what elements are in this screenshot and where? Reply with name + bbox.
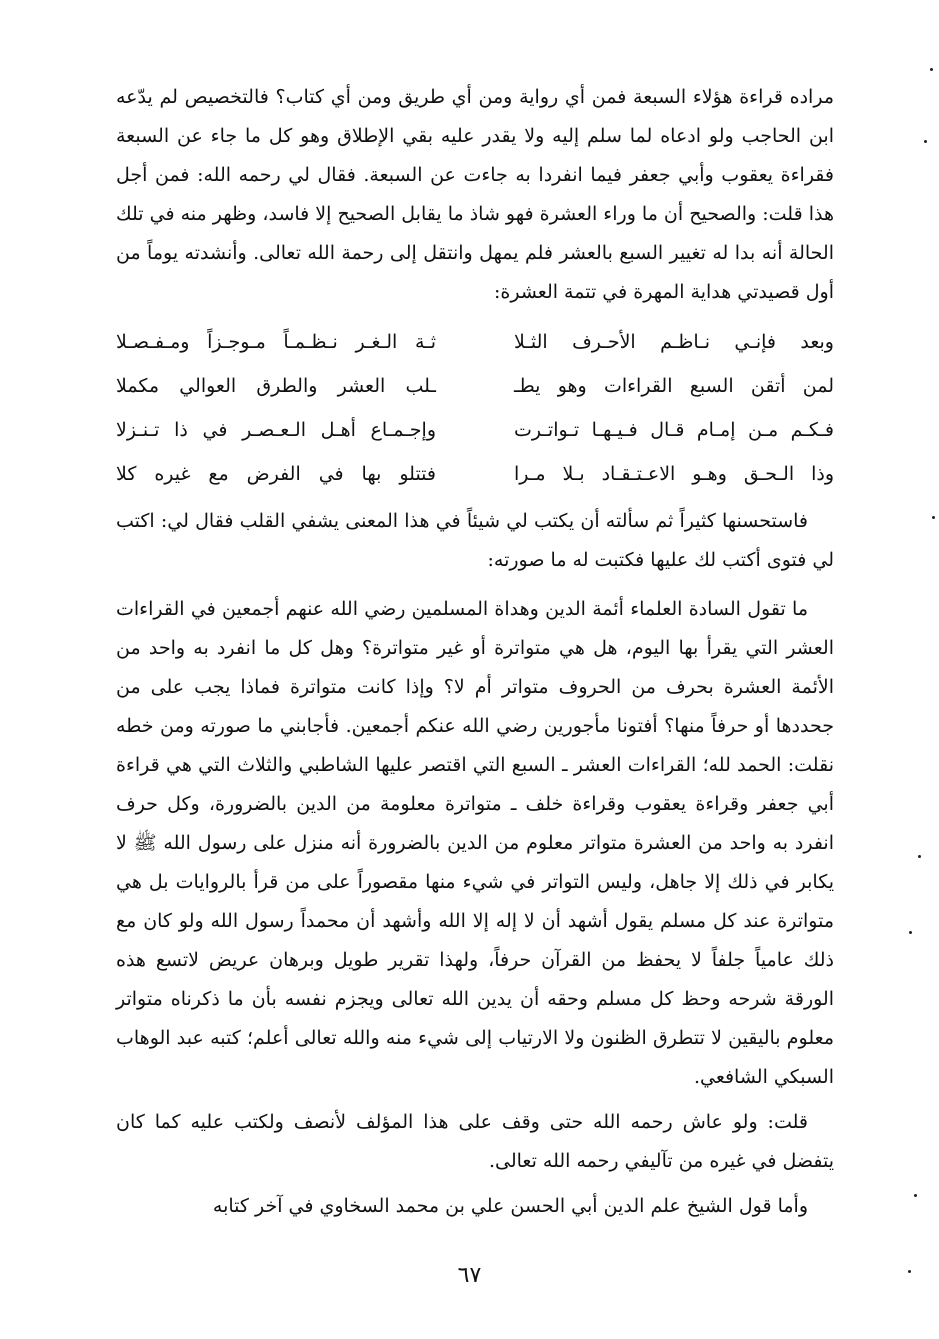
poem-verses [116,320,834,496]
paragraph-text: مراده قراءة هؤلاء السبعة فمن أي رواية ومن أي طريق ومن أي كتاب؟ فالتخصيص لم يدّعه ابن الحاجب ولو ادعاه لما سلم إليه ولا يقدر عليه بقي الإطلاق وهو كل ما جاء عن السبعة فقراءة يعقوب وأبي جعفر فيما انفردا به جاءت عن السبعة. فقال لي رحمه الله: فمن أجل هذا قلت: والصحيح أن ما وراء العشرة فهو شاذ ما يقابل الصحيح إلا فاسد، وظهر منه في تلك الحالة أنه بدا له تغيير السبع بالعشر فلم يمهل وانتقل إلى رحمة الله تعالى. وأنشدته يوماً من أول قصيدتي هداية المهرة في تتمة العشرة: [116,86,835,303]
paragraph-comment [116,1103,834,1181]
scan-speck [914,1194,917,1197]
verse-line [116,452,834,496]
paragraph-text: فاستحسنها كثيراً ثم سألته أن يكتب لي شيئاً في هذا المعنى يشفي القلب فقال لي: اكتب لي فتوى أكتب لك عليها فكتبت له ما صورته: [116,510,834,571]
verse-second-hemistich: وإجـمـاع أهـل الـعـصـر في ذا تـنـزلا [116,419,436,441]
paragraph-text: وأما قول الشيخ علم الدين أبي الحسن علي بن محمد السخاوي في آخر كتابه [212,1195,808,1217]
verse-first-hemistich: وبعد فإنـي نـاظـم الأحـرف الثـلا [514,331,834,353]
page-body [116,78,834,1226]
scan-speck [918,855,921,858]
scan-speck [924,140,927,143]
verse-second-hemistich: ثـة الـغـر نـظـمـاً مـوجـزاً ومـفـصـلا [116,331,436,353]
verse-line [116,364,834,408]
paragraph-intro [116,78,834,312]
scan-speck [908,1270,911,1273]
verse-first-hemistich: لمن أتقن السبع القراءات وهو يطـ [514,375,834,397]
scan-speck [909,931,912,934]
verse-line [116,320,834,364]
paragraph-fatwa [116,590,834,1097]
verse-second-hemistich: فتتلو بها في الفرض مع غيره كلا [116,463,436,485]
verse-second-hemistich: ـلب العشر والطرق العوالي مكملا [116,375,436,397]
scan-speck [930,68,933,71]
verse-line [116,408,834,452]
page-number: ٦٧ [457,1263,482,1288]
paragraph-text: قلت: ولو عاش رحمه الله حتى وقف على هذا المؤلف لأنصف ولكتب عليه كما كان يتفضل في غيره من تآليفي رحمه الله تعالى. [116,1111,834,1172]
paragraph-request [116,502,834,580]
paragraph-text: ما تقول السادة العلماء أئمة الدين وهداة المسلمين رضي الله عنهم أجمعين في القراءات العشر التي يقرأ بها اليوم، هل هي متواترة أو غير متواترة؟ وهل كل ما انفرد به واحد من الأئمة العشرة بحرف من الحروف متواتر أم لا؟ وإذا كانت متواترة فماذا يجب على من جحددها أو حرفاً منها؟ أفتونا مأجورين رضي الله عنكم أجمعين. فأجابني ما صورته ومن خطه نقلت: الحمد لله؛ القراءات العشر ـ السبع التي اقتصر عليها الشاطبي والثلاث التي هي قراءة أبي جعفر وقراءة يعقوب وقراءة خلف ـ متواترة معلومة من الدين بالضرورة، وكل حرف انفرد به واحد من العشرة متواتر معلوم من الدين بالضرورة أنه منزل على رسول الله ﷺ لا يكابر في ذلك إلا جاهل، وليس التواتر في شيء منها مقصوراً على من قرأ بالروايات بل هي متواترة عند كل مسلم يقول أشهد أن لا إله إلا الله وأشهد أن محمداً رسول الله ولو كان مع ذلك عامياً جلفاً لا يحفظ من القرآن حرفاً، ولهذا تقرير طويل وبرهان عريض لاتسع هذه الورقة شرحه وحظ كل مسلم وحقه أن يدين الله تعالى ويجزم نفسه بأن ما ذكرناه متواتر معلوم باليقين لا تتطرق الظنون ولا الارتياب إلى شيء منه والله تعالى أعلم؛ كتبه عبد الوهاب السبكي الشافعي. [116,598,834,1088]
paragraph-closing [116,1187,834,1226]
verse-first-hemistich: وذا الـحـق وهـو الاعـتـقـاد بـلا مـرا [514,463,834,485]
scan-speck [932,516,935,519]
verse-first-hemistich: فـكـم مـن إمـام قـال فـيـهـا تـواتـرت [514,419,834,441]
